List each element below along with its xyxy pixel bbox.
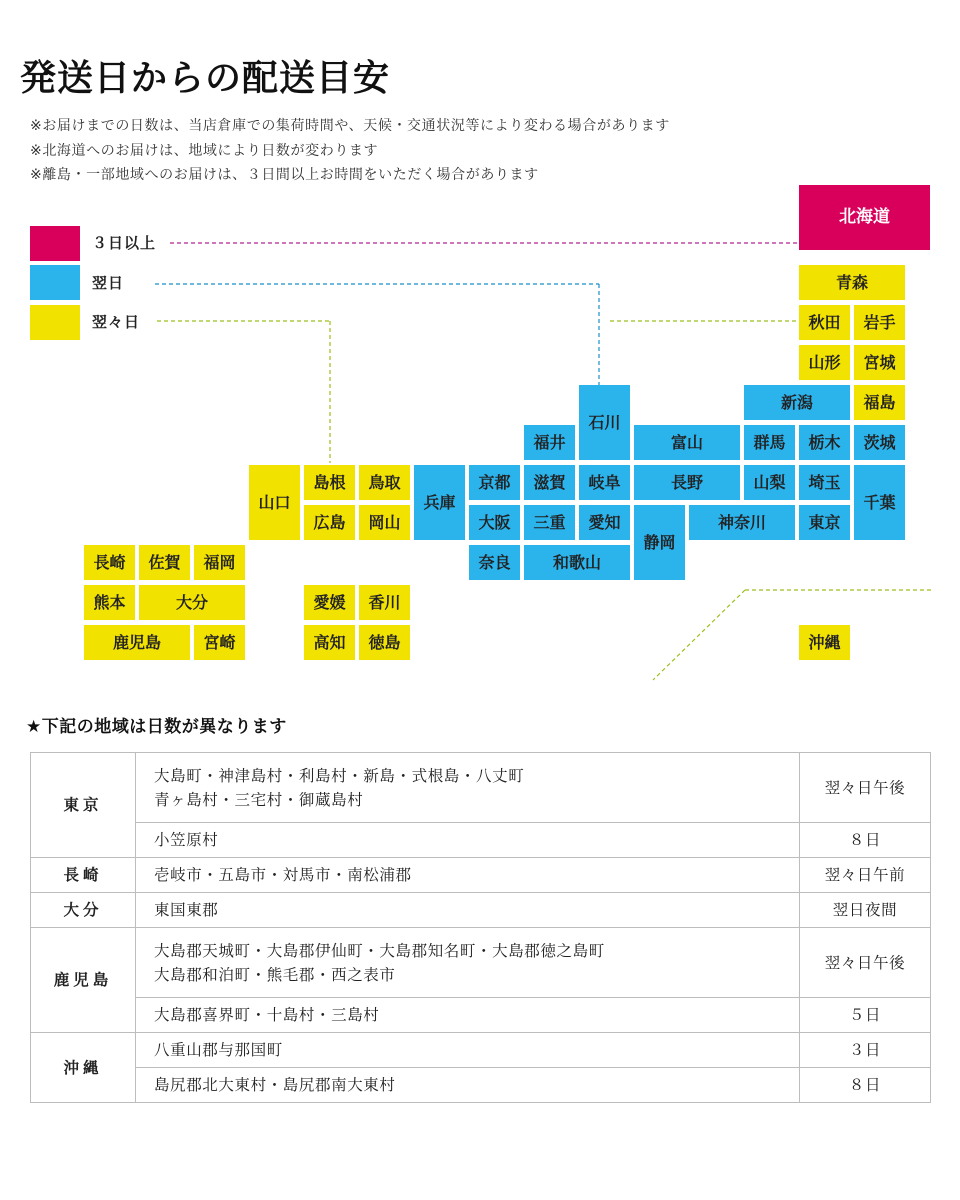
- legend-label-two-days: 翌々日: [92, 313, 141, 331]
- pref-tottori: 鳥取: [359, 465, 410, 500]
- legend-label-three-plus: ３日以上: [92, 234, 157, 252]
- pref-osaka: 大阪: [469, 505, 520, 540]
- pref-toyama: 富山: [634, 425, 740, 460]
- region-cell: 長崎: [31, 858, 136, 893]
- table-row: [31, 753, 931, 823]
- pref-saitama: 埼玉: [799, 465, 850, 500]
- pref-ibaraki: 茨城: [854, 425, 905, 460]
- days-cell: 翌々日午後: [800, 753, 931, 823]
- pref-tochigi: 栃木: [799, 425, 850, 460]
- pref-gunma: 群馬: [744, 425, 795, 460]
- pref-okayama: 岡山: [359, 505, 410, 540]
- area-line: 東国東郡: [154, 901, 219, 919]
- region-cell: 東京: [31, 753, 136, 858]
- pref-kanagawa: 神奈川: [689, 505, 795, 540]
- days-cell: 翌日夜間: [800, 893, 931, 928]
- pref-kagoshima: 鹿児島: [84, 625, 190, 660]
- pref-aomori: 青森: [799, 265, 905, 300]
- areas-cell: [136, 1068, 800, 1103]
- table-row: [31, 893, 931, 928]
- days-cell: ８日: [800, 1068, 931, 1103]
- area-line: 大島郡和泊町・熊毛郡・西之表市: [154, 965, 396, 984]
- table-row: [31, 858, 931, 893]
- pref-tokushima: 徳島: [359, 625, 410, 660]
- areas-cell: [136, 998, 800, 1033]
- area-line: 青ヶ島村・三宅村・御蔵島村: [154, 790, 364, 809]
- pref-yamaguchi: 山口: [249, 465, 300, 540]
- areas-cell: [136, 858, 800, 893]
- table-row: [31, 998, 931, 1033]
- areas-cell: [136, 823, 800, 858]
- pref-saga: 佐賀: [139, 545, 190, 580]
- pref-ehime: 愛媛: [304, 585, 355, 620]
- area-line: 島尻郡北大東村・島尻郡南大東村: [154, 1076, 396, 1094]
- pref-oita: 大分: [139, 585, 245, 620]
- pref-okinawa: 沖縄: [799, 625, 850, 660]
- pref-shimane: 島根: [304, 465, 355, 500]
- pref-nara: 奈良: [469, 545, 520, 580]
- areas-cell: [136, 753, 800, 823]
- days-cell: ３日: [800, 1033, 931, 1068]
- pref-ishikawa: 石川: [579, 385, 630, 460]
- area-line: 小笠原村: [154, 831, 219, 849]
- pref-iwate: 岩手: [854, 305, 905, 340]
- pref-shiga: 滋賀: [524, 465, 575, 500]
- pref-kyoto: 京都: [469, 465, 520, 500]
- pref-aichi: 愛知: [579, 505, 630, 540]
- areas-cell: [136, 1033, 800, 1068]
- pref-mie: 三重: [524, 505, 575, 540]
- pref-yamagata: 山形: [799, 345, 850, 380]
- note: ※お届けまでの日数は、当店倉庫での集荷時間や、天候・交通状況等により変わる場合があります: [30, 118, 670, 134]
- pref-fukui: 福井: [524, 425, 575, 460]
- table-row: [31, 823, 931, 858]
- okinawa-divider: [653, 590, 745, 680]
- exceptions-title: ★下記の地域は日数が異なります: [26, 717, 287, 737]
- area-line: 壱岐市・五島市・対馬市・南松浦郡: [154, 866, 412, 884]
- pref-shizuoka: 静岡: [634, 505, 685, 580]
- pref-miyagi: 宮城: [854, 345, 905, 380]
- area-line: 大島郡喜界町・十島村・三島村: [154, 1006, 380, 1024]
- area-line: 大島町・神津島村・利島村・新島・式根島・八丈町: [154, 766, 525, 785]
- table-row: [31, 928, 931, 998]
- region-cell: 沖縄: [31, 1033, 136, 1103]
- area-line: 八重山郡与那国町: [154, 1041, 283, 1059]
- pref-niigata: 新潟: [744, 385, 850, 420]
- pref-chiba: 千葉: [854, 465, 905, 540]
- pref-wakayama: 和歌山: [524, 545, 630, 580]
- area-line: 大島郡天城町・大島郡伊仙町・大島郡知名町・大島郡徳之島町: [154, 941, 605, 960]
- pref-kagawa: 香川: [359, 585, 410, 620]
- note: ※離島・一部地域へのお届けは、３日間以上お時間をいただく場合があります: [30, 167, 539, 183]
- areas-cell: [136, 893, 800, 928]
- pref-hyogo: 兵庫: [414, 465, 465, 540]
- pref-nagano: 長野: [634, 465, 740, 500]
- exceptions-table: [30, 752, 931, 1103]
- region-cell: 大分: [31, 893, 136, 928]
- pref-miyazaki: 宮崎: [194, 625, 245, 660]
- areas-cell: [136, 928, 800, 998]
- legend-label-next-day: 翌日: [92, 274, 125, 292]
- pref-fukushima: 福島: [854, 385, 905, 420]
- days-cell: 翌々日午後: [800, 928, 931, 998]
- note: ※北海道へのお届けは、地域により日数が変わります: [30, 142, 379, 159]
- pref-tokyo: 東京: [799, 505, 850, 540]
- table-row: [31, 1068, 931, 1103]
- pref-nagasaki: 長崎: [84, 545, 135, 580]
- days-cell: 翌々日午前: [800, 858, 931, 893]
- pref-hiroshima: 広島: [304, 505, 355, 540]
- pref-hokkaido: 北海道: [799, 185, 930, 250]
- table-row: [31, 1033, 931, 1068]
- pref-kochi: 高知: [304, 625, 355, 660]
- pref-fukuoka: 福岡: [194, 545, 245, 580]
- days-cell: ８日: [800, 823, 931, 858]
- pref-gifu: 岐阜: [579, 465, 630, 500]
- pref-akita: 秋田: [799, 305, 850, 340]
- region-cell: 鹿児島: [31, 928, 136, 1033]
- pref-yamanashi: 山梨: [744, 465, 795, 500]
- pref-kumamoto: 熊本: [84, 585, 135, 620]
- page-title: 発送日からの配送目安: [20, 58, 391, 99]
- days-cell: ５日: [800, 998, 931, 1033]
